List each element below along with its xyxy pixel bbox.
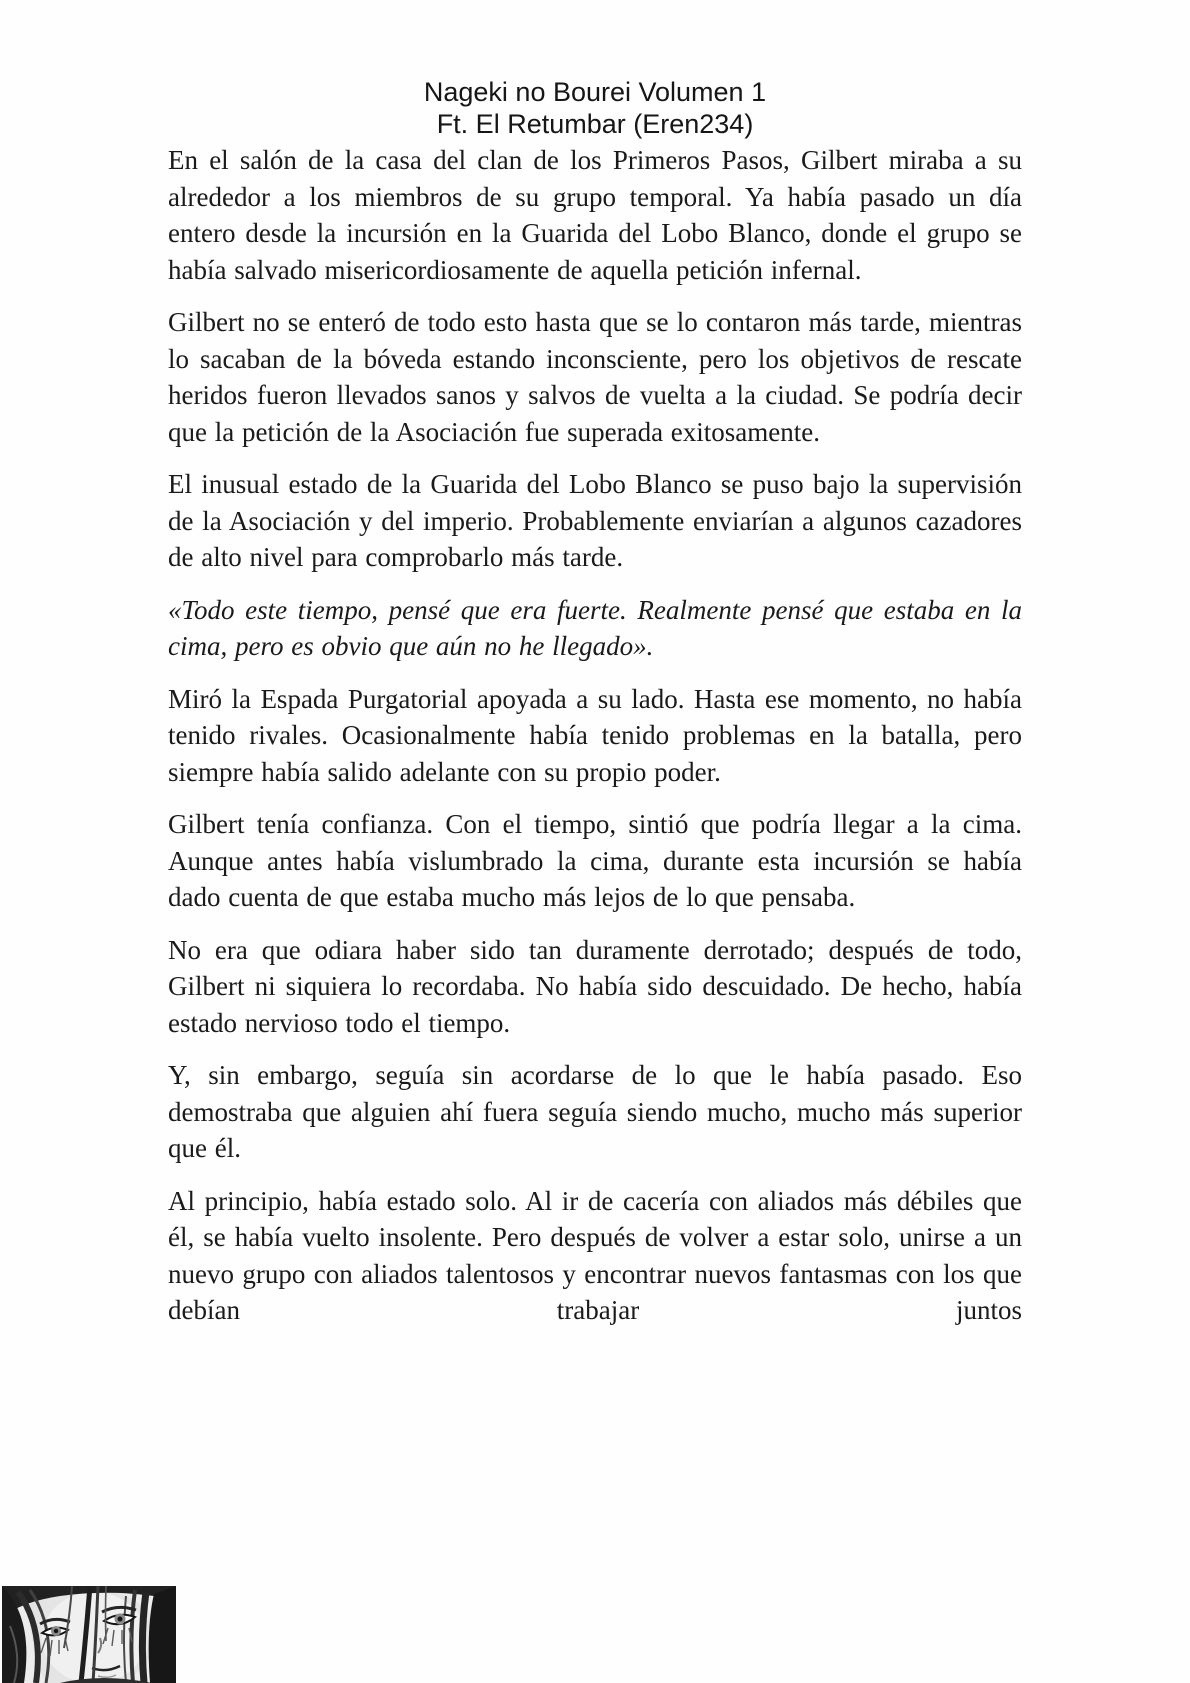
manga-face-image (2, 1586, 176, 1683)
page-title (0, 0, 1190, 140)
paragraph-5: Miró la Espada Purgatorial apoyada a su lado. Hasta ese momento, no había tenido rivales. Ocasionalmente había tenido problemas en la batalla, pero siempre había salido adelante con su propio poder. (168, 683, 1022, 787)
paragraph-7: No era que odiara haber sido tan duramente derrotado; después de todo, Gilbert ni siquiera lo recordaba. No había sido descuidado. De hecho, había estado nervioso todo el tiempo. (168, 934, 1022, 1038)
paragraph-9: Al principio, había estado solo. Al ir de cacería con aliados más débiles que él, se había vuelto insolente. Pero después de volver a estar solo, unirse a un nuevo grupo con aliados talentosos y encontrar nuevos fantasmas con los que debían trabajar juntos (168, 1185, 1022, 1325)
paragraph-2: Gilbert no se enteró de todo esto hasta que se lo contaron más tarde, mientras lo sacaban de la bóveda estando inconsciente, pero los objetivos de rescate heridos fueron llevados sanos y salvos de vuelta a la ciudad. Se podría decir que la petición de la Asociación fue superada exitosamente. (168, 307, 1022, 447)
paragraph-6: Gilbert tenía confianza. Con el tiempo, sintió que podría llegar a la cima. Aunque antes había vislumbrado la cima, durante esta incursión se había dado cuenta de que estaba mucho más lejos de lo que pensaba. (168, 809, 1022, 912)
paragraph-3: El inusual estado de la Guarida del Lobo Blanco se puso bajo la supervisión de la Asociación y del imperio. Probablemente enviarían a algunos cazadores de alto nivel para comprobarlo más tarde. (168, 469, 1022, 572)
title-line-1: Nageki no Bourei Volumen 1 (423, 77, 767, 107)
title-line-2: Ft. El Retumbar (Eren234) (436, 109, 754, 139)
paragraph-8: Y, sin embargo, seguía sin acordarse de lo que le había pasado. Eso demostraba que alguien ahí fuera seguía siendo mucho, mucho más superior que él. (168, 1060, 1022, 1163)
manga-face-illustration (2, 1586, 176, 1683)
paragraph-4-quote: «Todo este tiempo, pensé que era fuerte. Realmente pensé que estaba en la cima, pero es obvio que aún no he llegado». (168, 594, 1022, 661)
paragraph-1: En el salón de la casa del clan de los Primeros Pasos, Gilbert miraba a su alrededor a los miembros de su grupo temporal. Ya había pasado un día entero desde la incursión en la Guarida del Lobo Blanco, donde el grupo se había salvado misericordiosamente de aquella petición infernal. (168, 145, 1022, 285)
document-body (168, 142, 1022, 1329)
